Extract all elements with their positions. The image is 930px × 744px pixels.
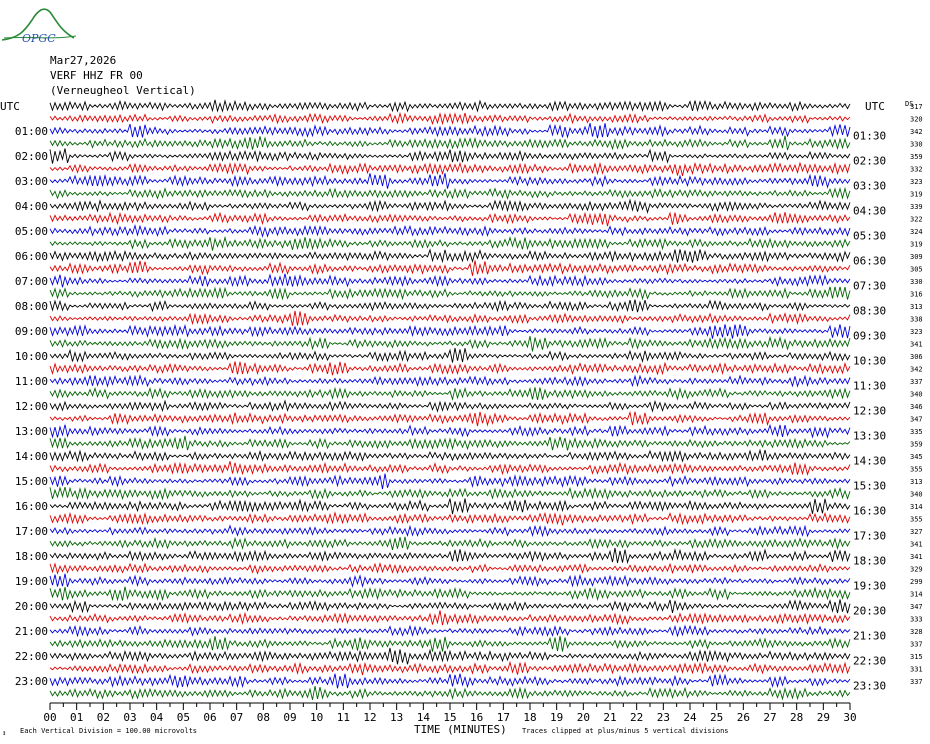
x-tick-label: 14 — [416, 711, 430, 724]
right-hour-label: 08:30 — [853, 304, 887, 318]
left-hour-label: 05:00 — [14, 225, 48, 238]
trace-line — [50, 499, 850, 515]
ds-value: 342 — [910, 365, 923, 374]
ds-value: 314 — [910, 503, 923, 511]
right-hour-label: 19:30 — [853, 579, 887, 593]
left-utc-labels — [15, 125, 48, 688]
trace-line — [50, 674, 850, 689]
ds-value: 338 — [910, 315, 923, 324]
ds-value: 345 — [910, 453, 923, 461]
ds-header: DS — [905, 100, 914, 108]
ds-value: 306 — [910, 353, 923, 361]
x-tick-label: 28 — [790, 711, 804, 724]
right-hour-label: 23:30 — [853, 679, 887, 693]
right-hour-label: 16:30 — [853, 504, 887, 518]
x-tick-label: 24 — [683, 711, 697, 724]
trace-line — [50, 611, 850, 626]
left-utc-header: UTC — [0, 100, 20, 113]
left-hour-label: 10:00 — [14, 350, 48, 363]
x-tick-label: 06 — [203, 711, 217, 724]
ds-value: 335 — [910, 428, 923, 436]
right-hour-label: 15:30 — [853, 479, 887, 493]
right-utc-header: UTC — [865, 100, 885, 113]
trace-line — [50, 287, 850, 300]
time-axis — [43, 703, 856, 724]
ds-value: 341 — [910, 553, 923, 561]
trace-line — [50, 564, 850, 574]
trace-line — [50, 450, 850, 462]
plot-date: Mar27,2026 — [50, 54, 117, 67]
ds-value: 333 — [910, 615, 923, 624]
ds-value: 340 — [910, 490, 923, 499]
ds-value: 328 — [910, 628, 923, 636]
clip-note: Traces clipped at plus/minus 5 vertical divisions — [522, 727, 729, 735]
x-tick-label: 29 — [816, 711, 830, 724]
ds-value: 337 — [910, 640, 923, 649]
ds-value: 330 — [910, 140, 923, 149]
ds-value: 339 — [910, 203, 923, 211]
ds-value: 323 — [910, 178, 923, 186]
x-tick-label: 03 — [123, 711, 137, 724]
x-tick-label: 10 — [310, 711, 324, 724]
ds-value: 332 — [910, 165, 923, 174]
right-hour-label: 06:30 — [853, 254, 887, 268]
trace-line — [50, 362, 850, 376]
x-tick-label: 09 — [283, 711, 297, 724]
x-tick-label: 21 — [603, 711, 617, 724]
ds-value: 341 — [910, 540, 923, 549]
trace-line — [50, 100, 850, 111]
trace-line — [50, 260, 850, 275]
trace-line — [50, 324, 850, 338]
left-hour-label: 21:00 — [14, 625, 48, 638]
x-tick-label: 17 — [496, 711, 510, 724]
left-hour-label: 06:00 — [14, 250, 48, 263]
station-name: (Verneugheol Vertical) — [50, 84, 196, 97]
left-hour-label: 07:00 — [14, 275, 48, 288]
x-axis-title: TIME (MINUTES) — [414, 723, 507, 736]
x-tick-label: 22 — [630, 711, 644, 724]
right-hour-label: 05:30 — [853, 229, 887, 243]
trace-line — [50, 474, 850, 489]
right-hour-label: 18:30 — [853, 554, 887, 568]
x-tick-label: 01 — [70, 711, 84, 724]
x-tick-label: 25 — [710, 711, 724, 724]
trace-line — [50, 300, 850, 313]
ds-value: 359 — [910, 153, 923, 161]
left-hour-label: 12:00 — [14, 400, 48, 413]
right-hour-label: 13:30 — [853, 429, 887, 443]
x-tick-label: 00 — [43, 711, 57, 724]
ds-value: 341 — [910, 340, 923, 349]
ds-value: 359 — [910, 440, 923, 449]
ds-value: 320 — [910, 115, 923, 124]
ds-value: 299 — [910, 578, 923, 586]
trace-line — [50, 149, 850, 164]
ds-value: 342 — [910, 128, 923, 136]
left-hour-label: 16:00 — [14, 500, 48, 513]
x-tick-label: 16 — [470, 711, 484, 724]
trace-line — [50, 425, 850, 438]
trace-line — [50, 648, 850, 664]
ds-value: 355 — [910, 465, 923, 474]
trace-line — [50, 212, 850, 226]
trace-line — [50, 401, 850, 411]
trace-line — [50, 461, 850, 475]
ds-value: 329 — [910, 565, 923, 574]
left-hour-label: 17:00 — [14, 525, 48, 538]
left-hour-label: 15:00 — [14, 475, 48, 488]
x-tick-label: 13 — [390, 711, 404, 724]
right-hour-label: 17:30 — [853, 529, 887, 543]
trace-line — [50, 599, 850, 613]
x-tick-label: 23 — [656, 711, 670, 724]
ds-value: 309 — [910, 253, 923, 261]
ds-value: 313 — [910, 478, 923, 486]
x-tick-label: 26 — [736, 711, 750, 724]
trace-line — [50, 311, 850, 326]
ds-value: 347 — [910, 603, 923, 611]
ds-value: 317 — [910, 103, 923, 111]
trace-line — [50, 686, 850, 700]
trace-line — [50, 163, 850, 176]
trace-line — [50, 537, 850, 550]
trace-line — [50, 662, 850, 675]
ds-value: 347 — [910, 415, 923, 424]
ds-value: 340 — [910, 390, 923, 399]
scale-marker: ↕ — [2, 729, 7, 737]
scale-note: Each Vertical Division = 100.00 microvolts — [20, 727, 198, 735]
ds-value: 327 — [910, 528, 923, 536]
right-hour-label: 20:30 — [853, 604, 887, 618]
trace-line — [50, 200, 850, 212]
x-tick-label: 07 — [230, 711, 244, 724]
ds-value: 319 — [910, 190, 923, 199]
right-utc-labels — [853, 130, 886, 693]
trace-line — [50, 123, 850, 138]
ds-value: 337 — [910, 378, 923, 386]
ds-value: 315 — [910, 653, 923, 661]
ds-value: 355 — [910, 515, 923, 524]
trace-line — [50, 574, 850, 587]
ds-value: 322 — [910, 215, 923, 224]
right-hour-label: 07:30 — [853, 279, 887, 293]
trace-line — [50, 412, 850, 426]
right-hour-label: 22:30 — [853, 654, 887, 668]
trace-line — [50, 526, 850, 536]
x-tick-label: 02 — [96, 711, 110, 724]
left-hour-label: 19:00 — [14, 575, 48, 588]
left-hour-label: 03:00 — [14, 175, 48, 188]
ds-value: 331 — [910, 665, 923, 674]
trace-line — [50, 513, 850, 526]
trace-line — [50, 237, 850, 250]
left-hour-label: 23:00 — [14, 675, 48, 688]
ds-value: 324 — [910, 228, 923, 236]
trace-line — [50, 136, 850, 150]
trace-line — [50, 636, 850, 652]
seismic-traces — [50, 100, 850, 700]
trace-line — [50, 113, 850, 124]
right-hour-label: 10:30 — [853, 354, 887, 368]
x-tick-label: 27 — [763, 711, 777, 724]
right-hour-label: 01:30 — [853, 129, 887, 143]
x-tick-label: 18 — [523, 711, 537, 724]
right-hour-label: 12:30 — [853, 404, 887, 418]
left-hour-label: 13:00 — [14, 425, 48, 438]
left-hour-label: 11:00 — [14, 375, 48, 388]
ds-value: 330 — [910, 278, 923, 286]
ds-value: 337 — [910, 678, 923, 686]
left-hour-label: 20:00 — [14, 600, 48, 613]
x-tick-label: 05 — [176, 711, 190, 724]
left-hour-label: 18:00 — [14, 550, 48, 563]
ds-value: 316 — [910, 290, 923, 299]
x-tick-label: 11 — [336, 711, 350, 724]
left-hour-label: 14:00 — [14, 450, 48, 463]
right-hour-label: 02:30 — [853, 154, 887, 168]
ds-value: 319 — [910, 240, 923, 249]
left-hour-label: 04:00 — [14, 200, 48, 213]
trace-line — [50, 587, 850, 601]
x-tick-label: 04 — [150, 711, 164, 724]
trace-line — [50, 376, 850, 387]
x-tick-label: 15 — [443, 711, 457, 724]
left-hour-label: 08:00 — [14, 300, 48, 313]
trace-line — [50, 226, 850, 237]
trace-line — [50, 387, 850, 400]
right-hour-label: 04:30 — [853, 204, 887, 218]
ds-column — [910, 103, 923, 686]
x-tick-label: 19 — [550, 711, 564, 724]
logo-text: OPGC — [22, 32, 56, 44]
trace-line — [50, 548, 850, 563]
trace-line — [50, 487, 850, 499]
left-hour-label: 01:00 — [14, 125, 48, 138]
ds-value: 346 — [910, 403, 923, 411]
trace-line — [50, 274, 850, 288]
right-hour-label: 14:30 — [853, 454, 887, 468]
left-hour-label: 02:00 — [14, 150, 48, 163]
ds-value: 313 — [910, 303, 923, 311]
ds-value: 323 — [910, 328, 923, 336]
trace-line — [50, 626, 850, 636]
x-tick-label: 20 — [576, 711, 590, 724]
right-hour-label: 03:30 — [853, 179, 887, 193]
ds-value: 314 — [910, 590, 923, 599]
right-hour-label: 09:30 — [853, 329, 887, 343]
right-hour-label: 11:30 — [853, 379, 887, 393]
right-hour-label: 21:30 — [853, 629, 887, 643]
station-code: VERF HHZ FR 00 — [50, 69, 143, 82]
ds-value: 305 — [910, 265, 923, 274]
trace-line — [50, 189, 850, 199]
x-tick-label: 30 — [843, 711, 857, 724]
x-tick-label: 12 — [363, 711, 377, 724]
trace-line — [50, 249, 850, 262]
left-hour-label: 09:00 — [14, 325, 48, 338]
trace-line — [50, 173, 850, 189]
left-hour-label: 22:00 — [14, 650, 48, 663]
trace-line — [50, 348, 850, 363]
trace-line — [50, 436, 850, 451]
x-tick-label: 08 — [256, 711, 270, 724]
